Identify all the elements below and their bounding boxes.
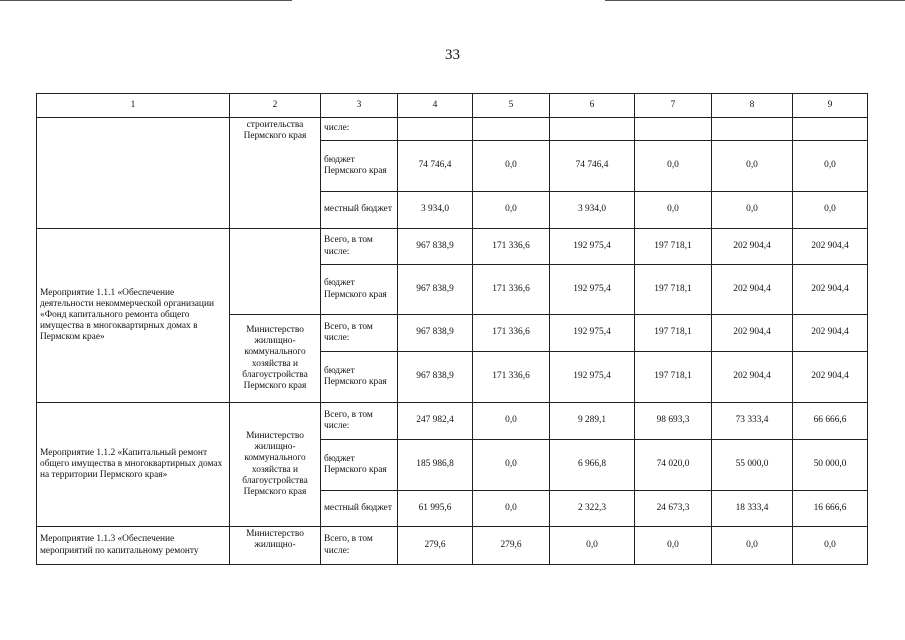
column-header: 9 (793, 94, 868, 118)
value-cell: 171 336,6 (473, 229, 550, 265)
value-cell: 0,0 (550, 527, 635, 565)
page-number: 33 (445, 47, 460, 63)
funding-source-cell: бюджет Пермского края (321, 141, 398, 192)
value-cell (635, 118, 712, 141)
column-header: 5 (473, 94, 550, 118)
value-cell: 0,0 (635, 527, 712, 565)
value-cell: 967 838,9 (398, 315, 473, 352)
measure-name-cell: Мероприятие 1.1.3 «Обеспечение мероприятий по капитальному ремонту (37, 527, 230, 565)
column-header: 6 (550, 94, 635, 118)
value-cell: 247 982,4 (398, 403, 473, 440)
executor-cell (230, 229, 321, 315)
value-cell: 0,0 (712, 141, 793, 192)
value-cell: 0,0 (473, 440, 550, 491)
value-cell (550, 118, 635, 141)
value-cell: 197 718,1 (635, 315, 712, 352)
column-header: 1 (37, 94, 230, 118)
value-cell: 0,0 (473, 141, 550, 192)
table-row (37, 118, 868, 141)
value-cell: 98 693,3 (635, 403, 712, 440)
table-row (37, 403, 868, 440)
measure-name-cell (37, 118, 230, 229)
value-cell: 73 333,4 (712, 403, 793, 440)
value-cell: 3 934,0 (398, 192, 473, 229)
value-cell (398, 118, 473, 141)
table-row (37, 527, 868, 565)
measure-name-cell: Мероприятие 1.1.2 «Капитальный ремонт общего имущества в многоквартирных домах на территории Пермского края» (37, 403, 230, 527)
value-cell: 967 838,9 (398, 352, 473, 403)
value-cell: 279,6 (473, 527, 550, 565)
budget-table (36, 93, 868, 565)
value-cell: 2 322,3 (550, 491, 635, 527)
value-cell: 66 666,6 (793, 403, 868, 440)
value-cell: 16 666,6 (793, 491, 868, 527)
top-rule-left (0, 0, 292, 1)
executor-cell: Министерство жилищно-коммунального хозяйства и благоустройства Пермского края (230, 315, 321, 403)
value-cell: 74 020,0 (635, 440, 712, 491)
value-cell: 202 904,4 (793, 315, 868, 352)
value-cell: 202 904,4 (793, 352, 868, 403)
value-cell: 24 673,3 (635, 491, 712, 527)
column-header: 8 (712, 94, 793, 118)
value-cell: 0,0 (793, 192, 868, 229)
value-cell: 192 975,4 (550, 315, 635, 352)
value-cell: 171 336,6 (473, 315, 550, 352)
value-cell: 0,0 (635, 192, 712, 229)
value-cell: 202 904,4 (712, 229, 793, 265)
value-cell: 74 746,4 (398, 141, 473, 192)
value-cell: 0,0 (712, 192, 793, 229)
column-header: 3 (321, 94, 398, 118)
value-cell (473, 118, 550, 141)
funding-source-cell: Всего, в том числе: (321, 403, 398, 440)
value-cell: 74 746,4 (550, 141, 635, 192)
value-cell: 185 986,8 (398, 440, 473, 491)
column-header: 7 (635, 94, 712, 118)
value-cell: 279,6 (398, 527, 473, 565)
value-cell: 967 838,9 (398, 265, 473, 315)
value-cell: 9 289,1 (550, 403, 635, 440)
value-cell: 0,0 (635, 141, 712, 192)
value-cell: 61 995,6 (398, 491, 473, 527)
value-cell: 197 718,1 (635, 352, 712, 403)
value-cell (712, 118, 793, 141)
executor-cell: Министерство жилищно- (230, 527, 321, 565)
value-cell: 171 336,6 (473, 352, 550, 403)
header-row (37, 94, 868, 118)
column-header: 4 (398, 94, 473, 118)
value-cell: 202 904,4 (793, 265, 868, 315)
funding-source-cell: числе: (321, 118, 398, 141)
value-cell: 202 904,4 (712, 265, 793, 315)
funding-source-cell: Всего, в том числе: (321, 229, 398, 265)
executor-cell: Министерство жилищно-коммунального хозяйства и благоустройства Пермского края (230, 403, 321, 527)
value-cell: 50 000,0 (793, 440, 868, 491)
value-cell: 0,0 (473, 403, 550, 440)
value-cell: 202 904,4 (712, 315, 793, 352)
value-cell: 0,0 (712, 527, 793, 565)
value-cell: 55 000,0 (712, 440, 793, 491)
funding-source-cell: местный бюджет (321, 192, 398, 229)
measure-name-cell: Мероприятие 1.1.1 «Обеспечение деятельности некоммерческой организации «Фонд капитального ремонта общего имущества в многоквартирных домах в Пермском крае» (37, 229, 230, 403)
value-cell: 197 718,1 (635, 265, 712, 315)
value-cell: 192 975,4 (550, 352, 635, 403)
value-cell: 0,0 (473, 491, 550, 527)
value-cell: 0,0 (793, 141, 868, 192)
value-cell: 18 333,4 (712, 491, 793, 527)
funding-source-cell: бюджет Пермского края (321, 265, 398, 315)
table-row (37, 229, 868, 265)
value-cell: 192 975,4 (550, 265, 635, 315)
funding-source-cell: бюджет Пермского края (321, 352, 398, 403)
top-rule-right (605, 0, 905, 1)
value-cell: 171 336,6 (473, 265, 550, 315)
value-cell: 6 966,8 (550, 440, 635, 491)
funding-source-cell: Всего, в том числе: (321, 315, 398, 352)
executor-cell: строительства Пермского края (230, 118, 321, 229)
value-cell (793, 118, 868, 141)
value-cell: 3 934,0 (550, 192, 635, 229)
funding-source-cell: Всего, в том числе: (321, 527, 398, 565)
value-cell: 0,0 (473, 192, 550, 229)
column-header: 2 (230, 94, 321, 118)
value-cell: 202 904,4 (793, 229, 868, 265)
value-cell: 192 975,4 (550, 229, 635, 265)
value-cell: 202 904,4 (712, 352, 793, 403)
funding-source-cell: бюджет Пермского края (321, 440, 398, 491)
value-cell: 967 838,9 (398, 229, 473, 265)
value-cell: 197 718,1 (635, 229, 712, 265)
funding-source-cell: местный бюджет (321, 491, 398, 527)
value-cell: 0,0 (793, 527, 868, 565)
